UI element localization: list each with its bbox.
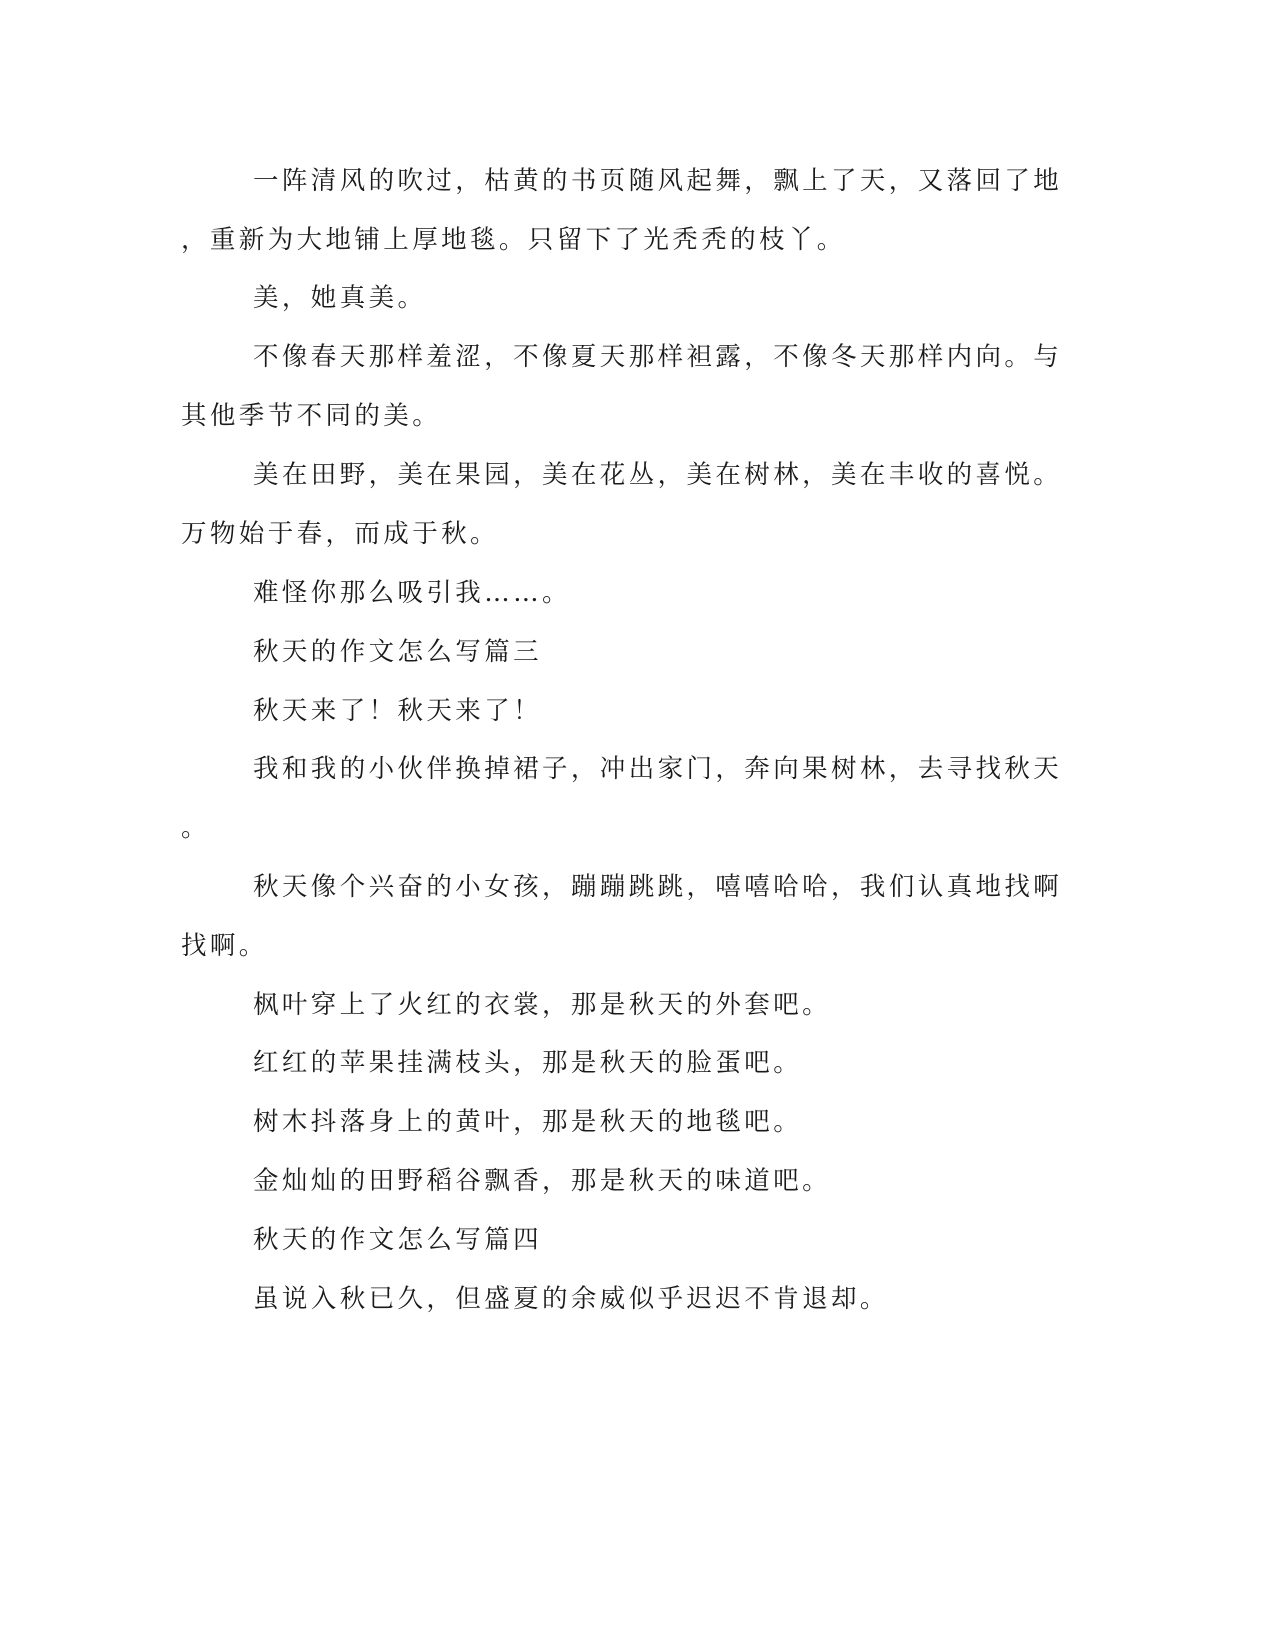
section-heading: 秋天的作文怎么写篇三 xyxy=(253,637,543,667)
paragraph-line: 树木抖落身上的黄叶，那是秋天的地毯吧。 xyxy=(253,1107,803,1137)
paragraph-line: 美在田野，美在果园，美在花丛，美在树林，美在丰收的喜悦。 xyxy=(253,460,1063,490)
section-heading: 秋天的作文怎么写篇四 xyxy=(253,1225,543,1255)
paragraph-line: ，重新为大地铺上厚地毯。只留下了光秃秃的枝丫。 xyxy=(181,225,846,255)
paragraph-line: 不像春天那样羞涩，不像夏天那样袒露，不像冬天那样内向。与 xyxy=(253,342,1063,372)
paragraph-line: 其他季节不同的美。 xyxy=(181,401,442,431)
paragraph-line: 红红的苹果挂满枝头，那是秋天的脸蛋吧。 xyxy=(253,1048,803,1078)
paragraph-line: 找啊。 xyxy=(181,931,268,961)
paragraph-line: 我和我的小伙伴换掉裙子，冲出家门，奔向果树林，去寻找秋天 xyxy=(253,754,1063,784)
paragraph-line: 。 xyxy=(181,813,210,843)
paragraph-line: 虽说入秋已久，但盛夏的余威似乎迟迟不肯退却。 xyxy=(253,1284,889,1314)
paragraph-line: 一阵清风的吹过，枯黄的书页随风起舞，飘上了天，又落回了地 xyxy=(253,166,1063,196)
paragraph-line: 难怪你那么吸引我……。 xyxy=(253,578,571,608)
paragraph-line: 秋天像个兴奋的小女孩，蹦蹦跳跳，嘻嘻哈哈，我们认真地找啊 xyxy=(253,872,1063,902)
paragraph-line: 万物始于春，而成于秋。 xyxy=(181,519,499,549)
paragraph-line: 金灿灿的田野稻谷飘香，那是秋天的味道吧。 xyxy=(253,1166,832,1196)
paragraph-line: 美，她真美。 xyxy=(253,283,427,313)
paragraph-line: 秋天来了！秋天来了！ xyxy=(253,696,543,726)
paragraph-line: 枫叶穿上了火红的衣裳，那是秋天的外套吧。 xyxy=(253,990,832,1020)
